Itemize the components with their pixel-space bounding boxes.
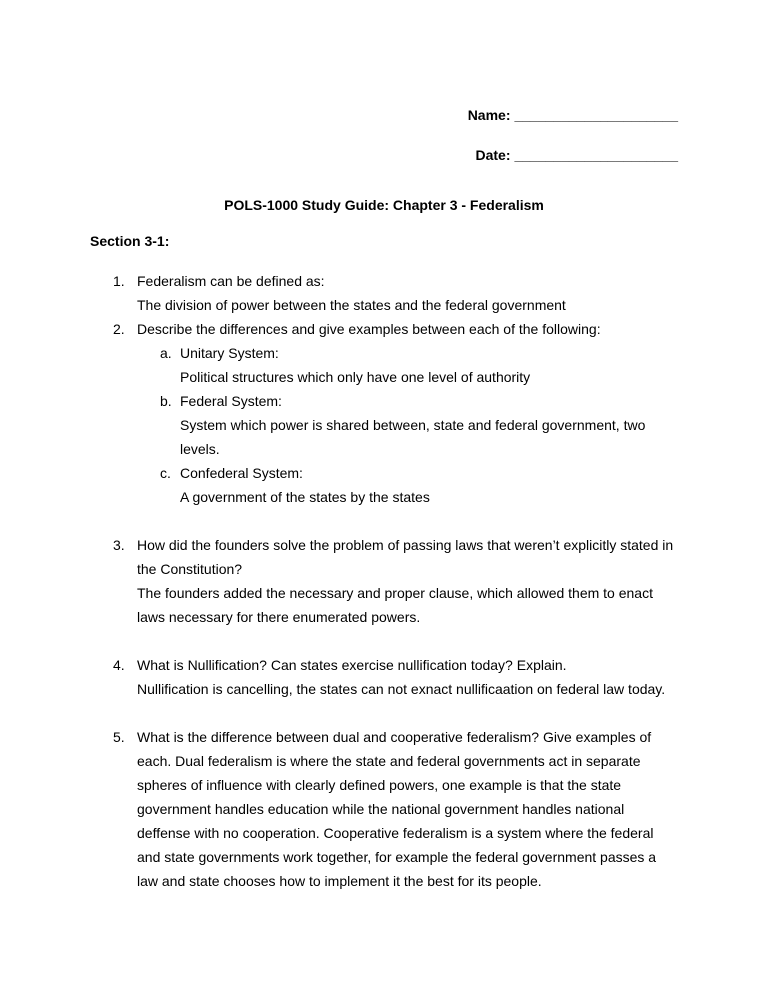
question-item-5 (113, 725, 678, 893)
question-list (90, 269, 678, 893)
subitem-a (160, 341, 678, 389)
subitem-term: Federal System: (180, 393, 282, 409)
question-body (137, 269, 678, 317)
subitem-definition: A government of the states by the states (180, 489, 430, 505)
subitem-letter: c. (160, 465, 171, 481)
question-number: 2. (113, 321, 125, 337)
subitem-term: Unitary System: (180, 345, 279, 361)
header-fields (90, 103, 678, 167)
name-label: Name: (467, 107, 511, 123)
question-item-1 (113, 269, 678, 317)
subitem-body (180, 389, 678, 461)
question-body (137, 653, 678, 701)
date-label: Date: (475, 147, 511, 163)
answer-text: Nullification is cancelling, the states can not exnact nullificaation on federal law today. (137, 681, 666, 697)
question-text: How did the founders solve the problem of passing laws that weren’t explicitly stated in the Constitution? (137, 537, 674, 577)
date-blank-line: _____________________ (514, 147, 678, 163)
name-blank-line: _____________________ (514, 107, 678, 123)
subitem-letter: a. (160, 345, 172, 361)
date-field-row (90, 143, 678, 167)
question-item-3 (113, 533, 678, 629)
question-body (137, 317, 678, 509)
question-body (137, 533, 678, 629)
question-item-2 (113, 317, 678, 509)
question-number: 5. (113, 729, 125, 745)
subitem-body (180, 461, 678, 509)
section-heading: Section 3-1: (90, 233, 170, 249)
question-number: 4. (113, 657, 125, 673)
question-text: What is the difference between dual and cooperative federalism? Give examples of each. Dual federalism is where the state and federal governments act in separate spheres of influence with clearly defined powers, one example is that the state government handles education while the national government handles national deffense with no cooperation. Cooperative federalism is a system where the federal and state governments work together, for example the federal government passes a law and state chooses how to implement it the best for its people. (137, 729, 657, 889)
subitem-c (160, 461, 678, 509)
subitem-b (160, 389, 678, 461)
answer-text: The division of power between the states and the federal government (137, 297, 566, 313)
question-text: Describe the differences and give examples between each of the following: (137, 321, 601, 337)
question-body (137, 725, 678, 893)
page-title: POLS-1000 Study Guide: Chapter 3 - Federalism (224, 197, 544, 213)
subitem-body (180, 341, 678, 389)
question-text: Federalism can be defined as: (137, 273, 325, 289)
question-text: What is Nullification? Can states exercise nullification today? Explain. (137, 657, 567, 673)
subitem-letter: b. (160, 393, 172, 409)
name-field-row (90, 103, 678, 127)
question-number: 3. (113, 537, 125, 553)
answer-text: The founders added the necessary and proper clause, which allowed them to enact laws necessary for there enumerated powers. (137, 585, 653, 625)
subitem-definition: System which power is shared between, state and federal government, two levels. (180, 417, 646, 457)
question-number: 1. (113, 273, 125, 289)
question-item-4 (113, 653, 678, 701)
subitem-term: Confederal System: (180, 465, 303, 481)
subitem-definition: Political structures which only have one level of authority (180, 369, 531, 385)
